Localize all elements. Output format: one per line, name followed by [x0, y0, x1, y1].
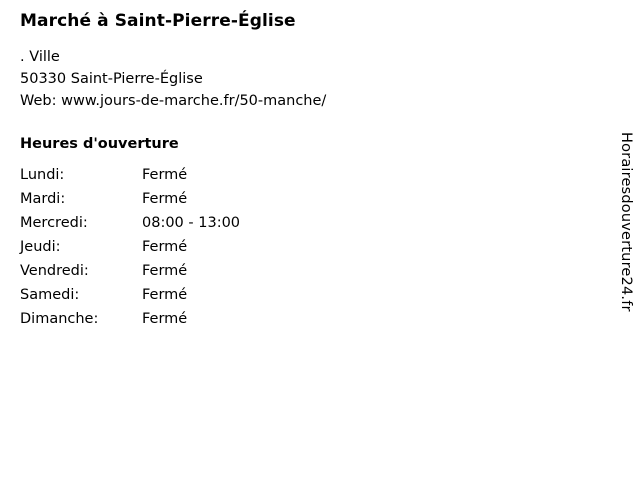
day-hours: Fermé — [142, 191, 188, 207]
opening-hours-heading: Heures d'ouverture — [20, 136, 179, 152]
watermark-text: Horairesdouverture24.fr — [618, 132, 634, 312]
table-row — [20, 286, 240, 310]
day-hours: Fermé — [142, 287, 188, 303]
table-row — [20, 190, 240, 214]
day-label: Vendredi: — [20, 263, 89, 279]
table-row — [20, 214, 240, 238]
day-label: Mardi: — [20, 191, 66, 207]
day-label: Mercredi: — [20, 215, 88, 231]
opening-hours-table — [20, 166, 240, 334]
address-line-2: 50330 Saint-Pierre-Église — [20, 71, 203, 87]
address-line-1: . Ville — [20, 49, 60, 65]
day-hours: Fermé — [142, 311, 188, 327]
day-hours: 08:00 - 13:00 — [142, 215, 241, 231]
day-label: Jeudi: — [20, 239, 61, 255]
table-row — [20, 166, 240, 190]
page-title: Marché à Saint-Pierre-Église — [20, 11, 296, 31]
day-label: Lundi: — [20, 167, 65, 183]
address-block — [20, 46, 580, 112]
day-label: Samedi: — [20, 287, 80, 303]
table-row — [20, 262, 240, 286]
day-hours: Fermé — [142, 167, 188, 183]
table-row — [20, 238, 240, 262]
day-hours: Fermé — [142, 263, 188, 279]
day-label: Dimanche: — [20, 311, 99, 327]
address-line-web: Web: www.jours-de-marche.fr/50-manche/ — [20, 93, 327, 109]
day-hours: Fermé — [142, 239, 188, 255]
main-content — [20, 10, 580, 334]
table-row — [20, 310, 240, 334]
